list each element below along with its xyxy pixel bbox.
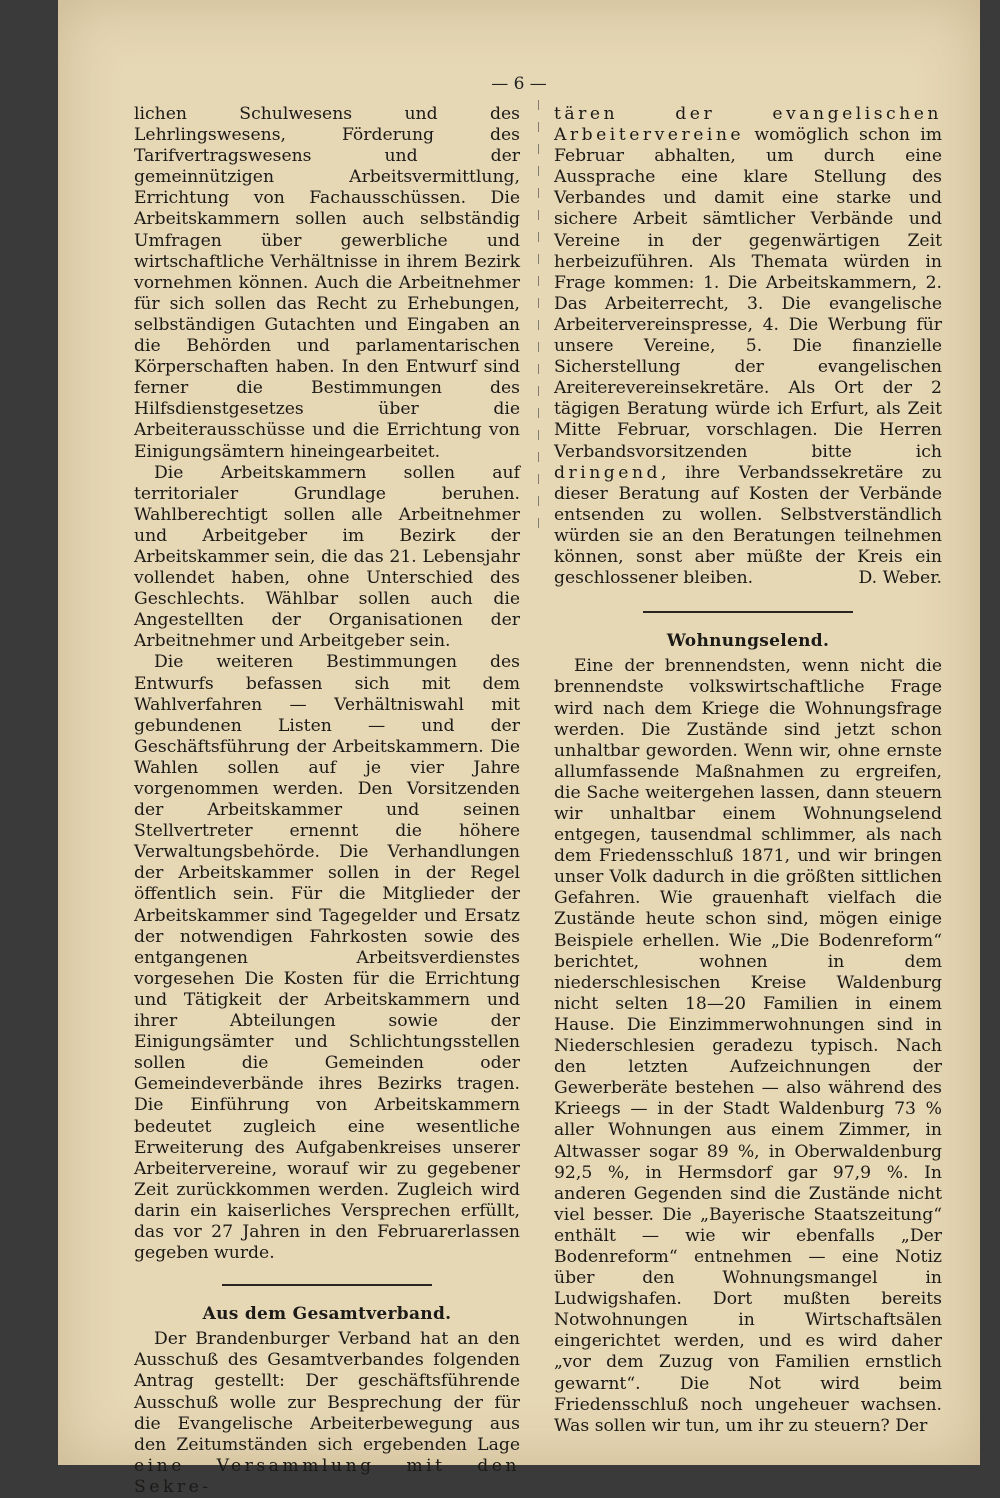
left-paragraph-1: lichen Schulwesens und des Lehrlingswesens, Förderung des Tarifvertragswesens und der gemeinnützigen Arbeitsvermittlung, Errichtung von Fachausschüssen. Die Arbeitskammern sollen auch selbständig Umfragen über gewerbliche und wirtschaftliche Verhältnisse in ihrem Bezirk vornehmen können. Auch die Arbeitnehmer für sich sollen das Recht zu Erhebungen, selbständigen Gutachten und Eingaben an die Behörden und parlamentarischen Körperschaften haben. In den Entwurf sind ferner die Bestimmungen des Hilfsdienstgesetzes über die Arbeiterausschüsse und die Errichtung von Einigungsämtern hineingearbeitet. [134,104,520,462]
section-heading-gesamtverband: Aus dem Gesamtverband. [202,1304,452,1325]
left-column [134,104,520,1498]
right-column [554,104,942,1437]
right-continuation-paragraph [554,104,942,589]
right-continuation-end: , ihre Verbandssekretäre zu dieser Beratung auf Kosten der Verbände entsenden zu wollen. Selbstverständlich würden sie an den Beratungen teilnehmen können, sonst aber müßte der Kreis ein geschlossener bleiben. [554,462,942,589]
left-paragraph-3: Die weiteren Bestimmungen des Entwurfs befassen sich mit dem Wahlverfahren — Verhältniswahl mit gebundenen Listen — und der Geschäftsführung der Arbeitskammern. Die Wahlen sollen auf je vier Jahre vorgenommen werden. Den Vorsitzenden der Arbeitskammer und seinen Stellvertreter ernennt die höhere Verwaltungsbehörde. Die Verhandlungen der Arbeitskammer sollen in der Regel öffentlich sein. Für die Mitglieder der Arbeitskammer sind Tagegelder und Ersatz der notwendigen Fahrkosten sowie des entgangenen Arbeitsverdienstes vorgesehen Die Kosten für die Errichtung und Tätigkeit der Arbeitskammern und ihrer Abteilungen sowie der Einigungsämter und Schlichtungsstellen sollen die Gemeinden oder Gemeindeverbände ihres Bezirks tragen. Die Einführung von Arbeitskammern bedeutet zugleich eine wesentliche Erweiterung des Aufgabenkreises unserer Arbeitervereine, worauf wir zu gegebener Zeit zurückkommen werden. Zugleich wird darin ein kaiserliches Versprechen erfüllt, das vor 27 Jahren in den Februarerlassen gegeben wurde. [134,652,520,1264]
left-section-paragraph [134,1329,520,1498]
right-continuation-spaced: tären der evangelischen Arbeitervereine [554,104,942,146]
page-number: — 6 — [491,74,547,94]
section-heading-wohnungselend: Wohnungselend. [666,631,830,652]
signature: D. Weber. [858,568,942,589]
newspaper-page [58,0,980,1497]
section-divider-right [643,611,853,613]
column-divider [538,100,539,540]
left-section-paragraph-text: Der Brandenburger Verband hat an den Ausschuß des Gesamtverbandes folgenden Antrag gestellt: Der geschäftsführende Ausschuß wolle zur Besprechung der für die Evangelische Arbeiterbewegung aus den Zeitumständen sich ergebenden Lage [134,1329,520,1455]
left-section-paragraph-spaced: eine Versammlung mit den Sekre- [134,1455,520,1497]
right-continuation-text: womöglich schon im Februar abhalten, um durch eine Aussprache eine klare Stellung des Verbandes und damit eine starke und sichere Arbeit sämtlicher Verbände und Vereine in der gegenwärtigen Zeit herbeizuführen. Als Themata würden in Frage kommen: 1. Die Arbeitskammern, 2. Das Arbeiterrecht, 3. Die evangelische Arbeitervereinspresse, 4. Die Werbung für unsere Vereine, 5. Die finanzielle Sicherstellung der evangelischen Areiterevereinsekretäre. Als Ort der 2 tägigen Beratung würde ich Erfurt, als Zeit Mitte Februar, vorschlagen. Die Herren Verbandsvorsitzenden bitte ich [554,125,942,462]
right-paragraph-1: Eine der brennendsten, wenn nicht die brennendste volkswirtschaftliche Frage wird nach dem Kriege die Wohnungsfrage werden. Die Zustände sind jetzt schon unhaltbar geworden. Wenn wir, ohne ernste allumfassende Maßnahmen zu ergreifen, die Sache weitergehen lassen, dann steuern wir unhaltbar einem Wohnungselend entgegen, tausendmal schlimmer, als nach dem Friedensschluß 1871, und wir bringen unser Volk dadurch in die größten sittlichen Gefahren. Wie grauenhaft vielfach die Zustände heute schon sind, mögen einige Beispiele erhellen. Wie „Die Bodenreform“ berichtet, wohnen in dem niederschlesischen Kreise Waldenburg nicht selten 18—20 Familien in einem Hause. Die Einzimmerwohnungen sind in Niederschlesien geradezu typisch. Nach den letzten Aufzeichnungen der Gewerberäte bestehen — also während des Krieegs — in der Stadt Waldenburg 73 % aller Wohnungen aus einem Zimmer, in Altwasser sogar 89 %, in Oberwaldenburg 92,5 %, in Hermsdorf gar 97,9 %. In anderen Gegenden sind die Zustände nicht viel besser. Die „Bayerische Staatszeitung“ enthält — wie wir ebenfalls „Der Bodenreform“ entnehmen — eine Notiz über den Wohnungsmangel in Ludwigshafen. Dort mußten bereits Notwohnungen in Wirtschaftsälen eingerichtet werden, und es wird daher „vor dem Zuzug von Familien ernstlich gewarnt“. Die Not wird beim Friedensschluß noch ungeheuer wachsen. Was sollen wir tun, um ihr zu steuern? Der [554,656,942,1436]
left-paragraph-2: Die Arbeitskammern sollen auf territorialer Grundlage beruhen. Wahlberechtigt sollen alle Arbeitnehmer und Arbeitgeber im Bezirk der Arbeitskammer sein, die das 21. Lebensjahr vollendet haben, ohne Unterschied des Geschlechts. Wählbar sollen auch die Angestellten der Organisationen der Arbeitnehmer und Arbeitgeber sein. [134,462,520,652]
right-emphasis-dringend: dringend [554,462,662,483]
section-divider [222,1284,432,1286]
